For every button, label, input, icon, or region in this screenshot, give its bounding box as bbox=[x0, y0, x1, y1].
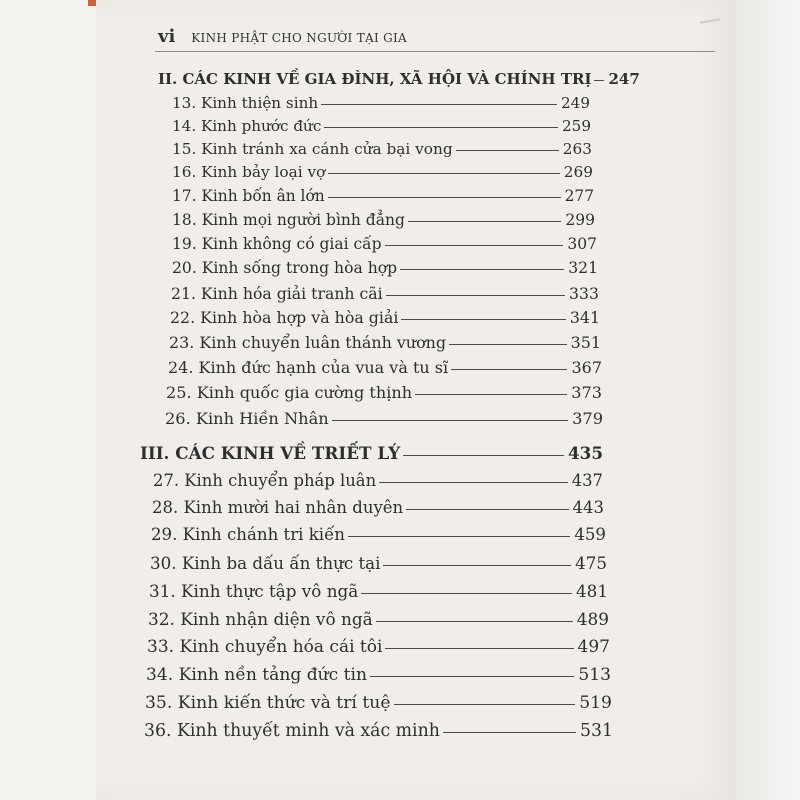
toc-entry-title: 26. Kinh Hiền Nhân bbox=[165, 409, 329, 428]
toc-entry bbox=[148, 609, 609, 629]
toc-entry-page: 475 bbox=[575, 553, 607, 573]
toc-entry bbox=[149, 581, 608, 601]
toc-entry-page: 333 bbox=[569, 284, 599, 303]
toc-entry bbox=[171, 284, 599, 303]
book-corner-accent bbox=[88, 0, 96, 6]
toc-entry bbox=[172, 163, 593, 181]
toc-entry bbox=[150, 553, 607, 573]
toc-entry-title: 23. Kinh chuyển luân thánh vương bbox=[169, 333, 447, 352]
dot-leader bbox=[449, 344, 567, 345]
toc-entry-title: 14. Kinh phước đức bbox=[172, 117, 322, 135]
toc-entry-page: 307 bbox=[567, 235, 597, 253]
toc-entry-page: 513 bbox=[578, 665, 611, 685]
toc-entry-page: 277 bbox=[564, 187, 594, 205]
toc-entry-page: 269 bbox=[563, 163, 593, 181]
toc-entry bbox=[151, 525, 606, 544]
toc-entry-page: 443 bbox=[572, 498, 604, 517]
toc-entry bbox=[172, 259, 598, 277]
toc-entry bbox=[169, 333, 601, 352]
toc-entry-title: 17. Kinh bốn ân lớn bbox=[172, 187, 325, 205]
dot-leader bbox=[328, 197, 561, 198]
toc-entry-page: 481 bbox=[575, 581, 608, 601]
toc-entry-title: 33. Kinh chuyển hóa cái tôi bbox=[147, 637, 383, 657]
dot-leader bbox=[376, 621, 573, 622]
dot-leader bbox=[394, 704, 576, 705]
toc-entry-title: 35. Kinh kiến thức và trí tuệ bbox=[145, 693, 391, 713]
toc-entry-page: 519 bbox=[579, 693, 612, 713]
toc-entry-title: 18. Kinh mọi người bình đẳng bbox=[172, 211, 405, 229]
toc-entry-page: 247 bbox=[608, 70, 640, 88]
dot-leader bbox=[408, 221, 562, 222]
toc-entry bbox=[144, 721, 613, 741]
toc-entry bbox=[165, 409, 603, 428]
toc-entry bbox=[168, 358, 602, 377]
toc-entry-title: 20. Kinh sống trong hòa hợp bbox=[172, 259, 398, 277]
page-gutter-shadow bbox=[736, 0, 800, 800]
toc-entry-title: 29. Kinh chánh tri kiến bbox=[151, 525, 345, 544]
toc-entry-title: 19. Kinh không có giai cấp bbox=[172, 235, 382, 253]
toc-entry bbox=[172, 117, 591, 135]
dot-leader bbox=[332, 420, 568, 421]
toc-section-heading bbox=[140, 443, 603, 463]
dot-leader bbox=[348, 536, 570, 537]
dot-leader bbox=[383, 565, 571, 566]
dot-leader bbox=[328, 173, 559, 174]
toc-entry-page: 379 bbox=[572, 409, 603, 428]
toc-entry-title: 28. Kinh mười hai nhân duyên bbox=[152, 498, 404, 517]
toc-entry-title: 25. Kinh quốc gia cường thịnh bbox=[166, 383, 413, 402]
toc-entry-page: 263 bbox=[562, 140, 592, 158]
toc-entry bbox=[153, 471, 603, 490]
dot-leader bbox=[379, 482, 568, 483]
toc-entry bbox=[145, 693, 612, 713]
toc-entry bbox=[172, 140, 592, 158]
toc-entry-page: 351 bbox=[570, 333, 601, 352]
toc-entry-page: 259 bbox=[562, 117, 591, 135]
toc-entry-page: 299 bbox=[565, 211, 595, 229]
dot-leader bbox=[361, 593, 572, 594]
toc-entry-title: 32. Kinh nhận diện vô ngã bbox=[148, 609, 373, 629]
header-rule bbox=[155, 51, 715, 52]
toc-entry-page: 249 bbox=[561, 94, 590, 112]
running-header bbox=[158, 26, 407, 47]
toc-entry-page: 367 bbox=[571, 358, 602, 377]
dot-leader bbox=[415, 394, 567, 395]
toc-entry-title: 15. Kinh tránh xa cánh cửa bại vong bbox=[172, 140, 453, 158]
toc-entry-title: 30. Kinh ba dấu ấn thực tại bbox=[150, 553, 381, 573]
toc-entry-title: 21. Kinh hóa giải tranh cãi bbox=[171, 284, 383, 303]
toc-section-heading bbox=[158, 70, 640, 88]
dot-leader bbox=[406, 509, 568, 510]
toc-entry-page: 373 bbox=[571, 383, 602, 402]
toc-entry bbox=[147, 637, 610, 657]
page-number: vi bbox=[158, 26, 176, 47]
toc-entry-page: 497 bbox=[577, 637, 610, 657]
running-title: KINH PHẬT CHO NGƯỜI TẠI GIA bbox=[191, 31, 408, 45]
toc-entry-title: II. CÁC KINH VỀ GIA ĐÌNH, XÃ HỘI VÀ CHÍNH TRỊ bbox=[158, 70, 592, 88]
dot-leader bbox=[321, 104, 557, 105]
toc-entry bbox=[172, 235, 597, 253]
dot-leader bbox=[400, 269, 564, 270]
toc-entry-title: 13. Kinh thiện sinh bbox=[172, 94, 319, 112]
toc-entry bbox=[172, 94, 590, 112]
toc-entry-title: 34. Kinh nền tảng đức tin bbox=[146, 665, 368, 685]
dot-leader bbox=[386, 295, 565, 296]
toc-entry bbox=[172, 187, 594, 205]
dot-leader bbox=[456, 150, 559, 151]
toc-entry-page: 531 bbox=[580, 721, 613, 741]
toc-entry-title: 22. Kinh hòa hợp và hòa giải bbox=[170, 308, 399, 327]
toc-entry-page: 341 bbox=[569, 308, 600, 327]
toc-entry-page: 435 bbox=[567, 443, 603, 463]
toc-entry bbox=[172, 211, 595, 229]
dot-leader bbox=[443, 732, 576, 733]
toc-entry-page: 459 bbox=[574, 525, 606, 544]
toc-entry bbox=[146, 665, 611, 685]
dot-leader bbox=[594, 80, 604, 81]
toc-entry-title: 24. Kinh đức hạnh của vua và tu sĩ bbox=[168, 358, 449, 377]
dot-leader bbox=[451, 369, 567, 370]
toc-entry-title: 27. Kinh chuyển pháp luân bbox=[153, 471, 377, 490]
dot-leader bbox=[385, 648, 573, 649]
toc-entry-page: 489 bbox=[576, 609, 609, 629]
dot-leader bbox=[403, 455, 564, 456]
dot-leader bbox=[370, 676, 574, 677]
toc-entry-title: 36. Kinh thuyết minh và xác minh bbox=[144, 721, 440, 741]
toc-entry-title: III. CÁC KINH VỀ TRIẾT LÝ bbox=[140, 443, 401, 463]
toc-entry bbox=[166, 383, 602, 402]
toc-entry-title: 31. Kinh thực tập vô ngã bbox=[149, 581, 359, 601]
dot-leader bbox=[385, 245, 564, 246]
toc-entry-page: 437 bbox=[571, 471, 603, 490]
dot-leader bbox=[324, 127, 558, 128]
toc-entry-title: 16. Kinh bảy loại vợ bbox=[172, 163, 326, 181]
dot-leader bbox=[401, 319, 565, 320]
toc-entry bbox=[152, 498, 604, 517]
toc-entry bbox=[170, 308, 600, 327]
toc-entry-page: 321 bbox=[568, 259, 598, 277]
